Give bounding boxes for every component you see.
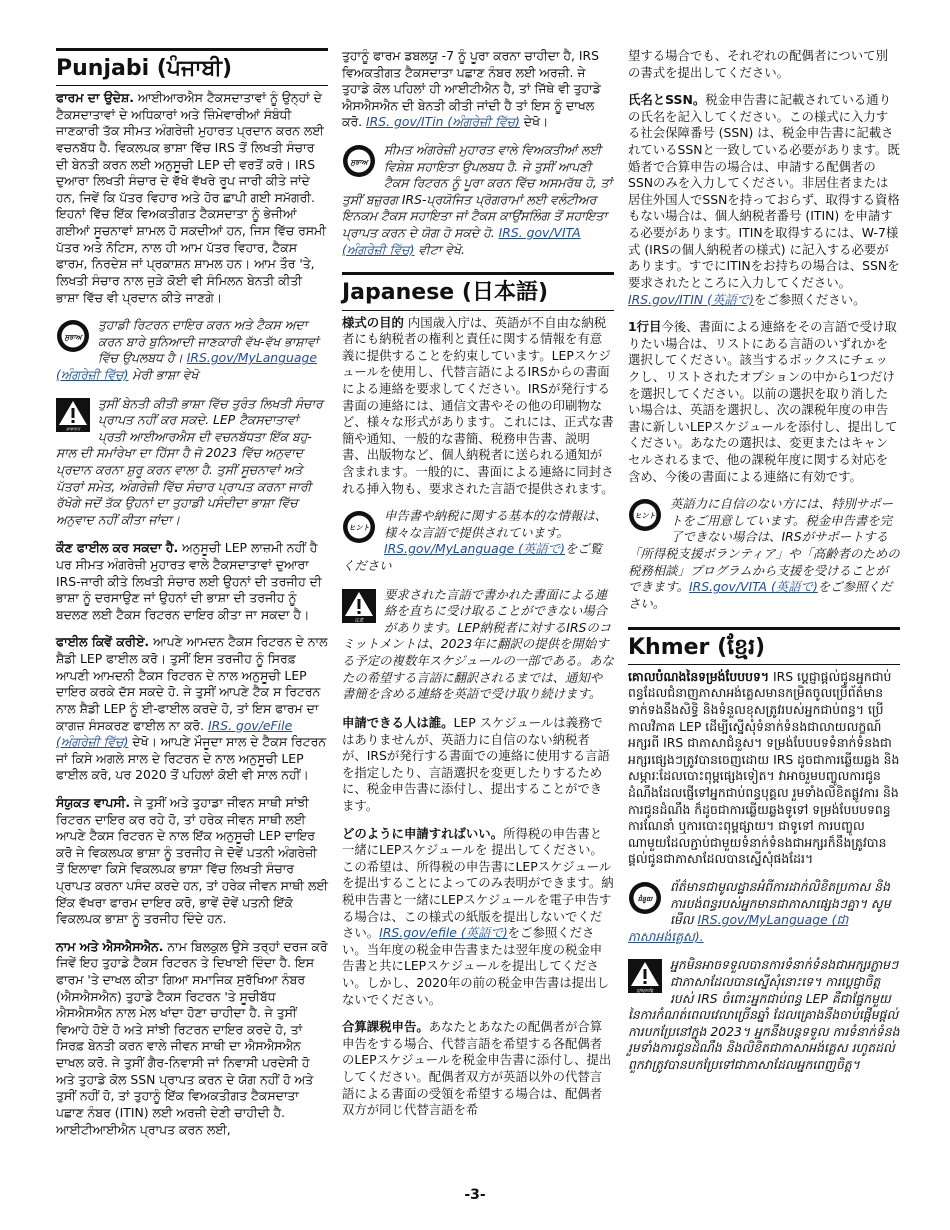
punjabi-joint-text: ਜੇ ਤੁਸੀਂ ਅਤੇ ਤੁਹਾਡਾ ਜੀਵਨ ਸਾਥੀ ਸਾਂਝੀ ਰਿਟਰਨ ਦਾਇਰ ਕਰ ਰਹੇ ਹੋ, ਤਾਂ ਹਰੇਕ ਜੀਵਨ ਸਾਥੀ ਲਈ ਆਪਣੇ ਟੈਕਸ ਰਿਟਰਨ ਦੇ ਨਾਲ ਇੱਕ ਅਨੁਸੂਚੀ LEP ਦਾਇਰ ਕਰੋ ਜੇ ਵਿਕਲਪਕ ਭਾਸ਼ਾ ਨੂੰ ਤਰਜੀਹ ਜੇ ਦੋਵੇਂ ਪਤਨੀ ਅੰਗਰੇਜ਼ੀ ਤੋਂ ਇਲਾਵਾ ਕਿਸੇ ਵਿਕਲਪਕ ਭਾਸ਼ਾ ਵਿੱਚ ਲਿਖਤੀ ਸੰਚਾਰ ਪ੍ਰਾਪਤ ਕਰਨਾ ਪਸੰਦ ਕਰਦੇ ਹਨ, ਤਾਂ ਹਰੇਕ ਜੀਵਨ ਸਾਥੀ ਲਈ ਇੱਕ ਵੱਖਰਾ ਫਾਰਮ ਦਾਇਰ ਕਰੋ, ਭਾਵੇਂ ਦੋਵੇਂ ਪਤਨੀ ਇੱਕੋ ਵਿਕਲਪਕ ਭਾਸ਼ਾ ਨੂੰ ਤਰਜੀਹ ਦਿੰਦੇ ਹਨ. (56, 794, 328, 927)
tip-icon-label: ヒント (634, 512, 656, 521)
japanese-efile-link[interactable]: IRS.gov/efile (英語で) (379, 925, 508, 941)
japanese-joint-return (342, 1019, 614, 1119)
punjabi-who-text: ਅਨੁਸੂਚੀ LEP ਲਾਜ਼ਮੀ ਨਹੀਂ ਹੈ ਪਰ ਸੀਮਤ ਅੰਗਰੇਜ਼ੀ ਮੁਹਾਰਤ ਵਾਲੇ ਟੈਕਸਦਾਤਾਵਾਂ ਦੁਆਰਾ IRS-ਜਾਰੀ ਕੀਤੇ ਲਿਖਤੀ ਸੰਚਾਰ ਲਈ ਉਹਨਾਂ ਦੀ ਤਰਜੀਹ ਦੀ ਭਾਸ਼ਾ ਨੂੰ ਦਰਸਾਉਣ ਜਾਂ ਉਹਨਾਂ ਦੀ ਭਾਸ਼ਾ ਦੀ ਤਰਜੀਹ ਨੂੰ ਬਦਲਣ ਲਈ ਟੈਕਸ ਰਿਟਰਨ ਦਾਇਰ ਕੀਤਾ ਜਾ ਸਕਦਾ ਹੈ। (56, 540, 322, 622)
tip-icon (342, 144, 376, 178)
japanese-tip-after: をご覧ください (342, 541, 603, 574)
japanese-purpose-paragraph (342, 315, 614, 498)
japanese-who-text: LEP スケジュールは義務ではありませんが、英語力に自信のない納税者が、IRSが発行する書面での連絡に使用する言語を指定したり、言語選択を変更したりするために、税金申告書に添付し、提出することができます。 (342, 714, 610, 813)
punjabi-purpose-paragraph (56, 90, 328, 306)
caution-icon-label: ਸਾਵਧਾਨ (65, 427, 81, 432)
middle-column (342, 48, 614, 1130)
khmer-caution-note (628, 957, 900, 1073)
caution-icon (628, 959, 662, 993)
tip-icon-label: ヒント (348, 524, 370, 533)
japanese-line1 (628, 319, 900, 485)
japanese-caution-note (342, 587, 614, 703)
punjabi-itin-paragraph (342, 48, 614, 131)
caution-icon (342, 589, 376, 623)
japanese-joint-text: あなたとあなたの配偶者が合算申告をする場合、代替言語を希望する各配偶者のLEPスケジュールを税金申告書に添付し、提出してください。配偶者双方が英語以外の代替言語による書面の受領を希望する場合は、配偶者双方が同じ代替言語を希 (342, 1019, 612, 1118)
tip-icon (628, 881, 662, 915)
japanese-heading: Japanese (日本語) (342, 272, 614, 310)
japanese-name-after: をご参照ください。 (753, 291, 866, 307)
japanese-who-label: 申請できる人は誰。 (342, 714, 454, 730)
punjabi-heading: Punjabi (ਪੰਜਾਬੀ) (56, 48, 328, 86)
punjabi-who-label: ਕੌਣ ਫਾਈਲ ਕਰ ਸਕਦਾ ਹੈ. (56, 540, 179, 556)
japanese-vita-link[interactable]: IRS.gov/VITA (英語で) (688, 579, 818, 595)
japanese-tip-text: 申告書や納税に関する基本的な情報は、様々な言語で提供されています。 (384, 508, 608, 540)
punjabi-name-text: ਨਾਮ ਬਿਲਕੁਲ ਉਸੇ ਤਰ੍ਹਾਂ ਦਰਜ ਕਰੋ ਜਿਵੇਂ ਇਹ ਤੁਹਾਡੇ ਟੈਕਸ ਰਿਟਰਨ ਤੇ ਦਿਖਾਈ ਦਿੰਦਾ ਹੈ. ਇਸ ਫਾਰਮ 'ਤੇ ਦਾਖਲ ਕੀਤਾ ਗਿਆ ਸਮਾਜਿਕ ਸੁਰੱਖਿਆ ਨੰਬਰ (ਐਸਐਸਐਨ) ਤੁਹਾਡੇ ਟੈਕਸ ਰਿਟਰਨ 'ਤੇ ਸੂਚੀਬੱਧ ਐਸਐਸਐਨ ਨਾਲ ਮੇਲ ਖਾਂਦਾ ਹੋਣਾ ਚਾਹੀਦਾ ਹੈ. ਜੇ ਤੁਸੀਂ ਵਿਆਹੇ ਹੋਏ ਹੋ ਅਤੇ ਸਾਂਝੀ ਰਿਟਰਨ ਦਾਇਰ ਕਰਦੇ ਹੋ, ਤਾਂ ਸਿਰਫ਼ ਬੇਨਤੀ ਕਰਨ ਵਾਲੇ ਜੀਵਨ ਸਾਥੀ ਦਾ ਐਸਐਸਐਨ ਦਾਖਲ ਕਰੋ. ਜੇ ਤੁਸੀਂ ਗੈਰ-ਨਿਵਾਸੀ ਜਾਂ ਨਿਵਾਸੀ ਪਰਦੇਸੀ ਹੋ ਅਤੇ ਤੁਹਾਡੇ ਕੋਲ SSN ਪ੍ਰਾਪਤ ਕਰਨ ਦੇ ਯੋਗ ਨਹੀਂ ਹੋ ਅਤੇ ਤੁਸੀਂ ਨਹੀਂ ਹੋ, ਤਾਂ ਤੁਹਾਨੂੰ ਇੱਕ ਵਿਅਕਤੀਗਤ ਟੈਕਸਦਾਤਾ ਪਛਾਣ ਨੰਬਰ (ITIN) ਲਈ ਅਰਜ਼ੀ ਦੇਣੀ ਚਾਹੀਦੀ ਹੈ. ਆਈਟੀਆਈਐਨ ਪ੍ਰਾਪਤ ਕਰਨ ਲਈ, (56, 938, 328, 1137)
japanese-joint-continued: 望する場合でも、それぞれの配偶者について別の書式を提出してください。 (628, 48, 888, 80)
punjabi-vita-link[interactable]: IRS. gov/VITA (ਅੰਗਰੇਜ਼ੀ ਵਿੱਚ) (342, 225, 581, 257)
page-number: -3- (464, 1187, 486, 1203)
japanese-how-after: をご参照ください。当年度の税金申告書または翌年度の税金申告書と共にLEPスケジュールを提出してください。しかし、2020年の前の税金申告書は提出しないでください。 (342, 925, 609, 1007)
japanese-tip-note (342, 508, 614, 574)
punjabi-purpose-label: ਫਾਰਮ ਦਾ ਉਦੇਸ਼. (56, 90, 134, 106)
japanese-caution-text: 要求された言語で書かれた書面による連絡を直ちに受け取ることができない場合があります。LEP納税者に対するIRSのコミットメントは、2023年に翻訳の提供を開始する予定の複数年スケジュールの一部である。あなたの希望する言語に翻訳されるまでは、通知や書簡を含める連絡を英語で受け取り続けます。 (342, 586, 614, 702)
punjabi-name-ssn (56, 939, 328, 1138)
japanese-tip2-note (628, 496, 900, 612)
khmer-heading: Khmer (ខ្មែរ) (628, 627, 900, 665)
right-column (628, 48, 900, 1086)
japanese-name-label: 氏名とSSN。 (628, 92, 706, 108)
tip-icon-label: ਸੁਝਾਅ (350, 158, 368, 167)
japanese-who-may-file (342, 715, 614, 815)
punjabi-tip-text: ਤੁਹਾਡੀ ਰਿਟਰਨ ਦਾਇਰ ਕਰਨ ਅਤੇ ਟੈਕਸ ਅਦਾ ਕਰਨ ਬਾਰੇ ਬੁਨਿਆਦੀ ਜਾਣਕਾਰੀ ਵੱਖ-ਵੱਖ ਭਾਸ਼ਾਵਾਂ ਵਿੱਚ ਉਪਲਬਧ ਹੈ। (98, 317, 319, 366)
punjabi-joint-label: ਸੰਯੁਕਤ ਵਾਪਸੀ. (56, 794, 131, 810)
punjabi-mylanguage-link[interactable]: IRS.gov/MyLanguage (ਅੰਗਰੇਜ਼ੀ ਵਿੱਚ) (56, 350, 317, 382)
tip-icon-label: ਸੁਝਾਅ (64, 333, 82, 342)
japanese-tip2-after: をご参照ください。 (628, 579, 893, 611)
punjabi-how-label: ਫਾਈਲ ਕਿਵੇਂ ਕਰੀਏ. (56, 634, 150, 650)
caution-icon-label: 注意 (354, 618, 364, 623)
tip-icon-label: ជំនួយ (637, 895, 653, 903)
khmer-caution-text: អ្នកមិនអាចទទួលបានការទំនាក់ទំនងជាអក្សរភ្លាមៗជាភាសាដែលបានស្នើសុំនោះទេ។ ការប្តេជ្ញាចិត្តរបស់ IRS ចំពោះអ្នកជាប់ពន្ធ LEP គឺជាផ្នែកមួយនៃការកំណត់ពេលវេលាច្រើនឆ្នាំ ដែលគ្រោងនឹងចាប់ផ្តើមផ្តល់ការបកប្រែនៅក្នុង 2023។ អ្នកនឹងបន្តទទួល ការទំនាក់ទំនង រួមទាំងការជូនដំណឹង និងលិខិតជាភាសាអង់គ្លេស រហូតដល់ពួកវាត្រូវបានបកប្រែទៅជាភាសាដែលអ្នកពេញចិត្ត។ (628, 957, 900, 1073)
punjabi-how-after: ਦੇਖੋ। ਆਪਣੇ ਮੌਜੂਦਾ ਸਾਲ ਦੇ ਟੈਕਸ ਰਿਟਰਨ ਜਾਂ ਕਿਸੇ ਅਗਲੇ ਸਾਲ ਦੇ ਰਿਟਰਨ ਦੇ ਨਾਲ ਅਨੁਸੂਚੀ LEP ਫਾਈਲ ਕਰੋ, ਪਰ 2020 ਤੋਂ ਪਹਿਲਾਂ ਕੋਈ ਵੀ ਸਾਲ ਨਹੀਂ। (56, 734, 327, 783)
punjabi-column (56, 48, 328, 1149)
japanese-line1-text: 今後、書面による連絡をその言語で受け取りたい場合は、リストにある言語のいずれかを選択してください。該当するボックスにチェックし、リストされたオプションの中から1つだけを選択してください。以前の選択を取り消したい場合は、英語を選択し、次の課税年度の申告書に新しいLEPスケジュールを添付し、提出してください。あなたの選択は、変更またはキャンセルされるまで、他の課税年度に関する対応を含め、今後の書面による連絡に有効です。 (628, 319, 898, 484)
japanese-how-text: 所得税の申告書と一緒にLEPスケジュールを 提出してください。この希望は、所得税の申告書にLEPスケジュールを提出することによってのみ表明ができます。納税申告書と一緒にLEPスケジュールを電子申告する場合は、この様式の紙版を提出しないでください。 (342, 825, 614, 941)
punjabi-itin-after: ਦੇਖੋ। (519, 114, 549, 130)
punjabi-who-may-file (56, 540, 328, 623)
khmer-purpose-text: IRS ប្តេជ្ញាផ្តល់ជូនអ្នកជាប់ពន្ធដែលជំនាញភាសាអង់គ្លេសមានកម្រិតចូលប្រើព័ត៌មានទាក់ទងនឹងសិទ្ធិ និងទំនួលខុសត្រូវរបស់អ្នកជាប់ពន្ធ។ ប្រើកាលវិភាគ LEP ដើម្បីស្នើសុំទំនាក់ទំនងជាលាយលក្ខណ៍អក្សរពី IRS ជាភាសាជំនួស។ ទម្រង់បែបបទទំនាក់ទំនងជាអក្សរផ្សេងៗត្រូវបានចេញដោយ IRS ដូចជាការឆ្លើយឆ្លង និងសម្ភារៈដែលបោះពុម្ពផ្សេងទៀត។ វាអាចរួមបញ្ចូលការជូនដំណឹងដែលផ្ញើទៅអ្នកជាប់ពន្ធបុគ្គល រួមទាំងលិខិតផ្លូវការ និងការជូនដំណឹង ក៏ដូចជាការឆ្លើយឆ្លងទូទៅ ទម្រង់បែបបទពន្ធ ការណែនាំ ឬការបោះពុម្ពផ្សាយ។ ជាទូទៅ ការបញ្ចូលណាមួយដែលភ្ជាប់ជាមួយទំនាក់ទំនងជាអក្សរក៏នឹងត្រូវបានផ្តល់ជូនជាភាសាដែលបានស្នើសុំផងដែរ។ (628, 668, 900, 867)
japanese-mylanguage-link[interactable]: IRS.gov/MyLanguage (英語で) (384, 541, 565, 557)
japanese-how-to-file (342, 826, 614, 1009)
punjabi-tip2-after: ਵੀਟਾ ਵੇਖੋ. (414, 241, 465, 257)
punjabi-itin-link[interactable]: IRS. gov/ITin (ਅੰਗਰੇਜ਼ੀ ਵਿੱਚ) (366, 114, 520, 130)
khmer-tip-text: ព័ត៌មានជាមូលដ្ឋានអំពីការដាក់លិខិតប្រកាស និងការបង់ពន្ធរបស់អ្នកមានជាភាសាផ្សេងៗគ្នា។ សូមមើល (670, 879, 891, 928)
punjabi-how-to-file (56, 634, 328, 783)
khmer-tip-note (628, 879, 900, 945)
japanese-purpose-label: 様式の目的 (342, 314, 404, 330)
caution-icon-label: ប្រុងប្រយ័ត្ន (636, 987, 654, 993)
khmer-purpose-label: គោលបំណងនៃទម្រង់បែបបទ។ (628, 668, 770, 684)
khmer-mylanguage-link[interactable]: IRS.gov/MyLanguage (ជាភាសាអង់គ្លេស). (628, 912, 849, 944)
tip-icon (628, 498, 662, 532)
punjabi-caution-note (56, 396, 328, 529)
tip-icon (342, 510, 376, 544)
punjabi-tip2-note (342, 142, 614, 258)
punjabi-tip-note (56, 317, 328, 383)
punjabi-how-text: ਆਪਣੇ ਆਮਦਨ ਟੈਕਸ ਰਿਟਰਨ ਦੇ ਨਾਲ ਸ਼ੈਡੀ LEP ਫਾਈਲ ਕਰੋ। ਤੁਸੀਂ ਇਸ ਤਰਜੀਹ ਨੂੰ ਸਿਰਫ਼ ਆਪਣੀ ਆਮਦਨੀ ਟੈਕਸ ਰਿਟਰਨ ਦੇ ਨਾਲ ਅਨੁਸੂਚੀ LEP ਦਾਇਰ ਕਰਕੇ ਦੱਸ ਸਕਦੇ ਹੋ. ਜੇ ਤੁਸੀਂ ਆਪਣੇ ਟੈਕ ਸ ਰਿਟਰਨ ਨਾਲ ਸ਼ੈਡੀ LEP ਨੂੰ ਈ-ਫਾਈਲ ਕਰਦੇ ਹੋ, ਤਾਂ ਇਸ ਫਾਰਮ ਦਾ ਕਾਗਜ਼ ਸੰਸਕਰਣ ਫਾਈਲ ਨਾ ਕਰੋ. (56, 634, 328, 733)
punjabi-purpose-text: ਆਈਆਰਐਸ ਟੈਕਸਦਾਤਾਵਾਂ ਨੂੰ ਉਨ੍ਹਾਂ ਦੇ ਟੈਕਸਦਾਤਾਵਾਂ ਦੇ ਅਧਿਕਾਰਾਂ ਅਤੇ ਜ਼ਿੰਮੇਵਾਰੀਆਂ ਸੰਬੰਧੀ ਜਾਣਕਾਰੀ ਤੱਕ ਸੀਮਤ ਅੰਗਰੇਜ਼ੀ ਮੁਹਾਰਤ ਪ੍ਰਦਾਨ ਕਰਨ ਲਈ ਵਚਨਬੱਧ ਹੈ. ਵਿਕਲਪਕ ਭਾਸ਼ਾ ਵਿੱਚ IRS ਤੋਂ ਲਿਖਤੀ ਸੰਚਾਰ ਦੀ ਬੇਨਤੀ ਕਰਨ ਲਈ ਅਨੁਸੂਚੀ LEP ਦੀ ਵਰਤੋਂ ਕਰੋ। IRS ਦੁਆਰਾ ਲਿਖਤੀ ਸੰਚਾਰ ਦੇ ਵੱਖੋ ਵੱਖਰੇ ਰੂਪ ਜਾਰੀ ਕੀਤੇ ਜਾਂਦੇ ਹਨ, ਜਿਵੇਂ ਕਿ ਪੱਤਰ ਵਿਹਾਰ ਅਤੇ ਹੋਰ ਛਾਪੀ ਗਈ ਸਮੱਗਰੀ. ਇਹਨਾਂ ਵਿੱਚ ਇੱਕ ਵਿਅਕਤੀਗਤ ਟੈਕਸਦਾਤਾ ਨੂੰ ਭੇਜੀਆਂ ਗਈਆਂ ਸੂਚਨਾਵਾਂ ਸ਼ਾਮਲ ਹੋ ਸਕਦੀਆਂ ਹਨ, ਜਿਸ ਵਿੱਚ ਰਸਮੀ ਪੱਤਰ ਅਤੇ ਨੋਟਿਸ, ਨਾਲ ਹੀ ਆਮ ਪੱਤਰ ਵਿਹਾਰ, ਟੈਕਸ ਫਾਰਮ, ਨਿਰਦੇਸ਼ ਜਾਂ ਪ੍ਰਕਾਸ਼ਨ ਸ਼ਾਮਲ ਹਨ। ਆਮ ਤੌਰ 'ਤੇ, ਲਿਖਤੀ ਸੰਚਾਰ ਨਾਲ ਜੁੜੇ ਕੋਈ ਵੀ ਸੰਮਿਲਨ ਬੇਨਤੀ ਕੀਤੀ ਭਾਸ਼ਾ ਵਿੱਚ ਵੀ ਪ੍ਰਦਾਨ ਕੀਤੇ ਜਾਣਗੇ। (56, 90, 326, 305)
japanese-name-text: 税金申告書に記載されている通りの氏名を記入してください。この様式に入力する社会保障番号 (SSN) は、税金申告書に記載されているSSNと一致している必要があります。既婚者で合算申告の場合は、申請する配偶者のSSNのみを入力してください。非居住者または居住外国人でSSNを持っておらず、取得する資格もない場合は、個人納税者番号 (ITIN) を申請する必要があります。ITINを取得するには、W-7様式 (IRSの個人納税者の様式) に記入する必要があります。すでにITINをお持ちの場合は、SSNを要求されたところに入力してください。 (628, 92, 900, 290)
caution-icon (56, 398, 90, 432)
japanese-name-ssn (628, 92, 900, 308)
japanese-itin-link[interactable]: IRS.gov/ITIN (英語で) (628, 291, 754, 307)
punjabi-caution-text: ਤੁਸੀਂ ਬੇਨਤੀ ਕੀਤੀ ਭਾਸ਼ਾ ਵਿੱਚ ਤੁਰੰਤ ਲਿਖਤੀ ਸੰਚਾਰ ਪ੍ਰਾਪਤ ਨਹੀਂ ਕਰ ਸਕਦੇ. LEP ਟੈਕਸਦਾਤਾਵਾਂ ਪ੍ਰਤੀ ਆਈਆਰਐਸ ਦੀ ਵਚਨਬੱਧਤਾ ਇੱਕ ਬਹੁ-ਸਾਲ ਦੀ ਸਮਾਂਰੇਖਾ ਦਾ ਹਿੱਸਾ ਹੈ ਜੋ 2023 ਵਿੱਚ ਅਨੁਵਾਦ ਪ੍ਰਦਾਨ ਕਰਨਾ ਸ਼ੁਰੂ ਕਰਨ ਵਾਲਾ ਹੈ. ਤੁਸੀਂ ਸੂਚਨਾਵਾਂ ਅਤੇ ਪੱਤਰਾਂ ਸਮੇਤ, ਅੰਗਰੇਜ਼ੀ ਵਿੱਚ ਸੰਚਾਰ ਪ੍ਰਾਪਤ ਕਰਨਾ ਜਾਰੀ ਰੱਖੋਗੇ ਜਦੋਂ ਤੱਕ ਉਹਨਾਂ ਦਾ ਤੁਹਾਡੀ ਪਸੰਦੀਦਾ ਭਾਸ਼ਾ ਵਿੱਚ ਅਨੁਵਾਦ ਨਹੀਂ ਕੀਤਾ ਜਾਂਦਾ। (56, 395, 323, 527)
punjabi-tip2-text: ਸੀਮਤ ਅੰਗਰੇਜ਼ੀ ਮੁਹਾਰਤ ਵਾਲੇ ਵਿਅਕਤੀਆਂ ਲਈ ਵਿਸ਼ੇਸ਼ ਸਹਾਇਤਾ ਉਪਲਬਧ ਹੈ. ਜੇ ਤੁਸੀਂ ਆਪਣੀ ਟੈਕਸ ਰਿਟਰਨ ਨੂੰ ਪੂਰਾ ਕਰਨ ਵਿੱਚ ਅਸਮਰੱਥ ਹੋ, ਤਾਂ ਤੁਸੀਂ ਬਜ਼ੁਰਗ IRS-ਪ੍ਰਯੋਜਿਤ ਪ੍ਰੋਗਰਾਮਾਂ ਲਈ ਵਲੰਟੀਅਰ ਇਨਕਮ ਟੈਕਸ ਸਹਾਇਤਾ ਜਾਂ ਟੈਕਸ ਕਾਉਂਸਲਿੰਗ ਤੋਂ ਸਹਾਇਤਾ ਪ੍ਰਾਪਤ ਕਰਨ ਦੇ ਯੋਗ ਹੋ ਸਕਦੇ ਹੋ. (342, 142, 613, 241)
punjabi-name-label: ਨਾਮ ਅਤੇ ਐਸਐਸਐਨ. (56, 938, 164, 954)
punjabi-tip-after: ਮੇਰੀ ਭਾਸ਼ਾ ਵੇਖੋ (128, 366, 199, 382)
japanese-purpose-text: 内国歳入庁は、英語が不自由な納税者にも納税者の権利と責任に関する情報を有意義に提供することを約束しています。LEPスケジュールを使用し、代替言語によるIRSからの書面による連絡を要求してください。IRSが発行する書面の連絡には、通信文書やその他の印刷物など、様々な形式があります。これには、正式な書簡や通知、一般的な書簡、税務申告書、説明書、出版物など、個人納税者に送られる通知が含まれます。一般的に、書面による連絡に同封される挿入物も、要求された言語で提供されます。 (342, 314, 614, 496)
khmer-purpose-paragraph (628, 669, 900, 868)
japanese-line1-label: 1行目 (628, 319, 662, 335)
japanese-joint-label: 合算課税申告。 (342, 1019, 429, 1035)
punjabi-itin-text: ਤੁਹਾਨੂੰ ਫਾਰਮ ਡਬਲਯੂ -7 ਨੂੰ ਪੂਰਾ ਕਰਨਾ ਚਾਹੀਦਾ ਹੈ, IRS ਵਿਅਕਤੀਗਤ ਟੈਕਸਦਾਤਾ ਪਛਾਣ ਨੰਬਰ ਲਈ ਅਰਜ਼ੀ. ਜੇ ਤੁਹਾਡੇ ਕੋਲ ਪਹਿਲਾਂ ਹੀ ਆਈਟੀਐਨ ਹੈ, ਤਾਂ ਜਿੱਥੇ ਵੀ ਤੁਹਾਡੇ ਐਸਐਸਐਨ ਦੀ ਬੇਨਤੀ ਕੀਤੀ ਜਾਂਦੀ ਹੈ ਤਾਂ ਇਸ ਨੂੰ ਦਾਖਲ ਕਰੋ. (342, 48, 601, 130)
japanese-tip2-text: 英語力に自信のない方には、特別サポートをご用意しています。税金申告書を完了できない場合は、IRSがサポートする「所得税支援ボランティア」や「高齢者のための税務相談」プログラムから支援を受けることができます。 (628, 496, 900, 595)
japanese-how-label: どのように申請すればいい。 (342, 825, 504, 841)
tip-icon (56, 319, 90, 353)
punjabi-joint-return (56, 795, 328, 928)
punjabi-efile-link[interactable]: IRS. gov/eFile (ਅੰਗਰੇਜ਼ੀ ਵਿੱਚ) (56, 717, 293, 750)
